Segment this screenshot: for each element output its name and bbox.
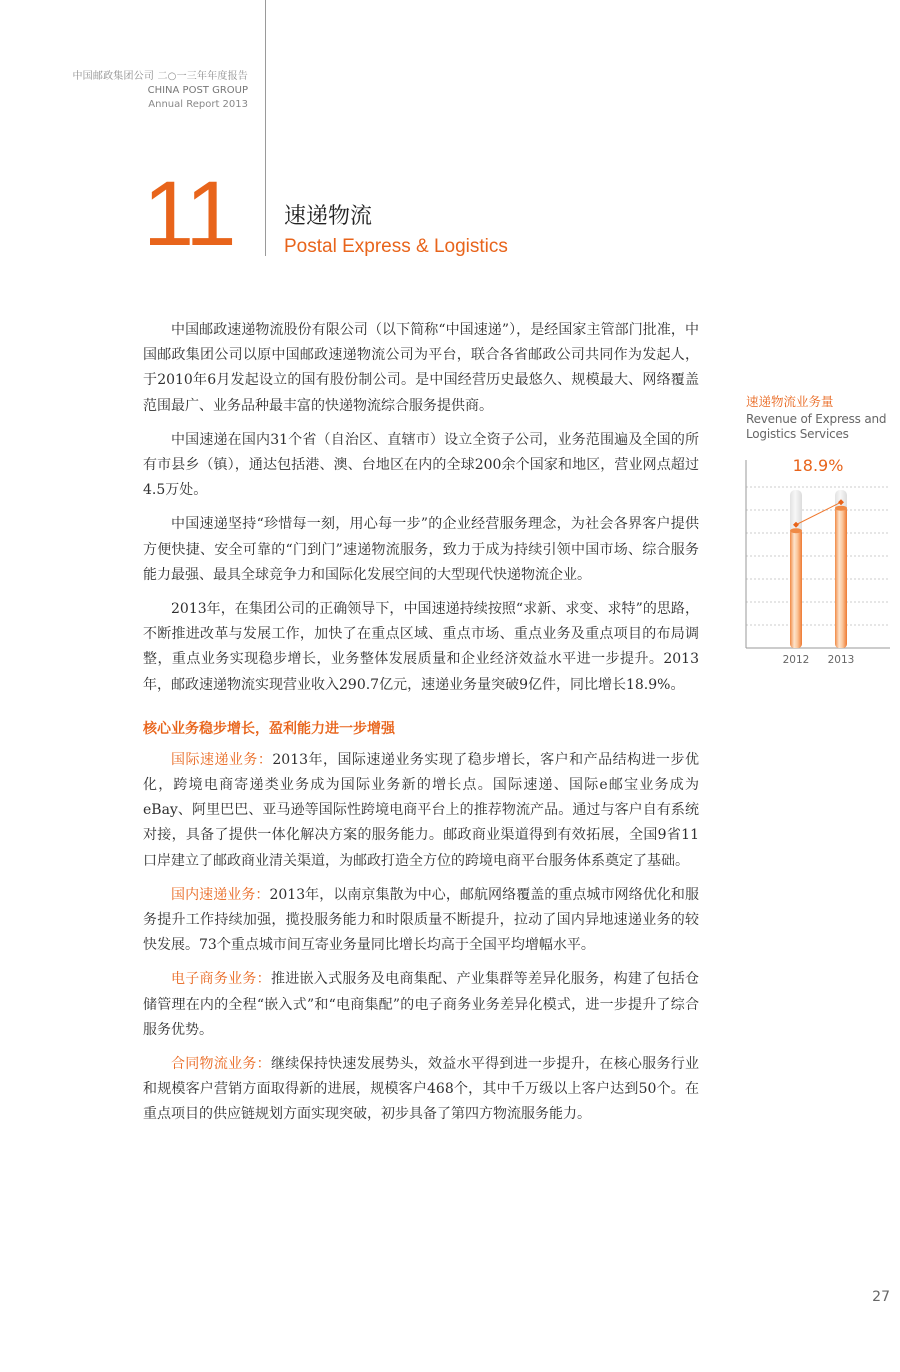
sidebar-chart-caption	[746, 393, 896, 442]
bar-2013	[835, 506, 847, 648]
paragraph: 中国邮政速递物流股份有限公司（以下简称“中国速递”），是经国家主管部门批准，中国邮政集团公司以原中国邮政速递物流公司为平台，联合各省邮政公司共同作为发起人，于2010年6月发起设立的国有股份制公司。是中国经营历史最悠久、规模最大、网络覆盖范围最广、业务品种最丰富的快递物流综合服务提供商。	[143, 322, 699, 414]
chapter-title-cn: 速递物流	[284, 204, 373, 229]
header-company-en: CHINA POST GROUP	[147, 85, 248, 96]
business-lead-label: 合同物流业务：	[171, 1056, 271, 1073]
business-lead-label: 国内速递业务：	[171, 886, 270, 903]
header-company-cn: 中国邮政集团公司 二○一三年年度报告	[72, 71, 248, 82]
chart-title-cn: 速递物流业务量	[746, 394, 834, 409]
paragraph: 2013年，在集团公司的正确领导下，中国速递持续按照“求新、求变、求特”的思路，不断推进改革与发展工作，加快了在重点区域、重点市场、重点业务及重点项目的布局调整，重点业务实现稳步增长，业务整体发展质量和企业经济效益水平进一步提升。2013年，邮政速递物流实现营业收入290.7亿元，速递业务量突破9亿件，同比增长18.9%。	[143, 601, 699, 693]
main-body	[143, 318, 699, 1137]
chart-title-en: Revenue of Express and Logistics Services	[746, 412, 887, 441]
section-heading: 核心业务稳步增长，盈利能力进一步增强	[143, 720, 395, 737]
bar-cap-2012	[790, 528, 802, 533]
paragraph: 中国速递在国内31个省（自治区、直辖市）设立全资子公司，业务范围遍及全国的所有市县乡（镇），通达包括港、澳、台地区在内的全球200余个国家和地区，营业网点超过4.5万处。	[143, 431, 699, 499]
express-volume-chart	[740, 452, 898, 672]
business-text: 2013年，国际速递业务实现了稳步增长，客户和产品结构进一步优化，跨境电商寄递类业务成为国际业务新的增长点。国际速递、国际e邮宝业务成为eBay、阿里巴巴、亚马逊等国际性跨境电商平台上的推荐物流产品。通过与客户自有系统对接，具备了提供一体化解决方案的服务能力。邮政商业渠道得到有效拓展，全国9省11口岸建立了邮政商业清关渠道，为邮政打造全方位的跨境电商平台服务体系奠定了基础。	[143, 751, 699, 869]
paragraph: 中国速递坚持“珍惜每一刻，用心每一步”的企业经营服务理念，为社会各界客户提供方便快捷、安全可靠的“门到门”速递物流服务，致力于成为持续引领中国市场、综合服务能力最强、最具全球竞争力和国际化发展空间的大型现代快递物流企业。	[143, 516, 699, 583]
business-paragraph-domestic	[143, 883, 699, 959]
x-tick-label: 2012	[782, 654, 810, 666]
chapter-number: 11	[143, 163, 235, 265]
business-text: 2013年，以南京集散为中心，邮航网络覆盖的重点城市网络优化和服务提升工作持续加强，揽投服务能力和时限质量不断提升，拉动了国内异地速递业务的较快发展。73个重点城市间互寄业务量同比增长均高于全国平均增幅水平。	[143, 886, 699, 954]
bar-2012	[790, 529, 802, 648]
bar-cap-2013	[835, 506, 847, 511]
business-lead-label: 国际速递业务：	[171, 751, 273, 768]
header-report-en: Annual Report 2013	[148, 99, 248, 110]
x-tick-label: 2013	[827, 654, 855, 666]
chapter-title-en: Postal Express & Logistics	[284, 236, 508, 257]
header-divider-line	[265, 0, 266, 256]
growth-label: 18.9%	[792, 456, 844, 475]
business-paragraph-contract-logistics	[143, 1052, 699, 1128]
business-paragraph-ecommerce	[143, 967, 699, 1043]
business-text: 继续保持快速发展势头，效益水平得到进一步提升，在核心服务行业和规模客户营销方面取得新的进展，规模客户468个，其中千万级以上客户达到50个。在重点项目的供应链规划方面实现突破，初步具备了第四方物流服务能力。	[143, 1056, 700, 1123]
business-text: 推进嵌入式服务及电商集配、产业集群等差异化服务，构建了包括仓储管理在内的全程“嵌入式”和“电商集配”的电子商务业务差异化模式，进一步提升了综合服务优势。	[143, 971, 700, 1038]
report-header	[72, 70, 248, 111]
business-lead-label: 电子商务业务：	[171, 971, 271, 988]
page-number: 27	[872, 1289, 890, 1305]
growth-line	[796, 502, 841, 525]
business-paragraph-international	[143, 748, 699, 874]
